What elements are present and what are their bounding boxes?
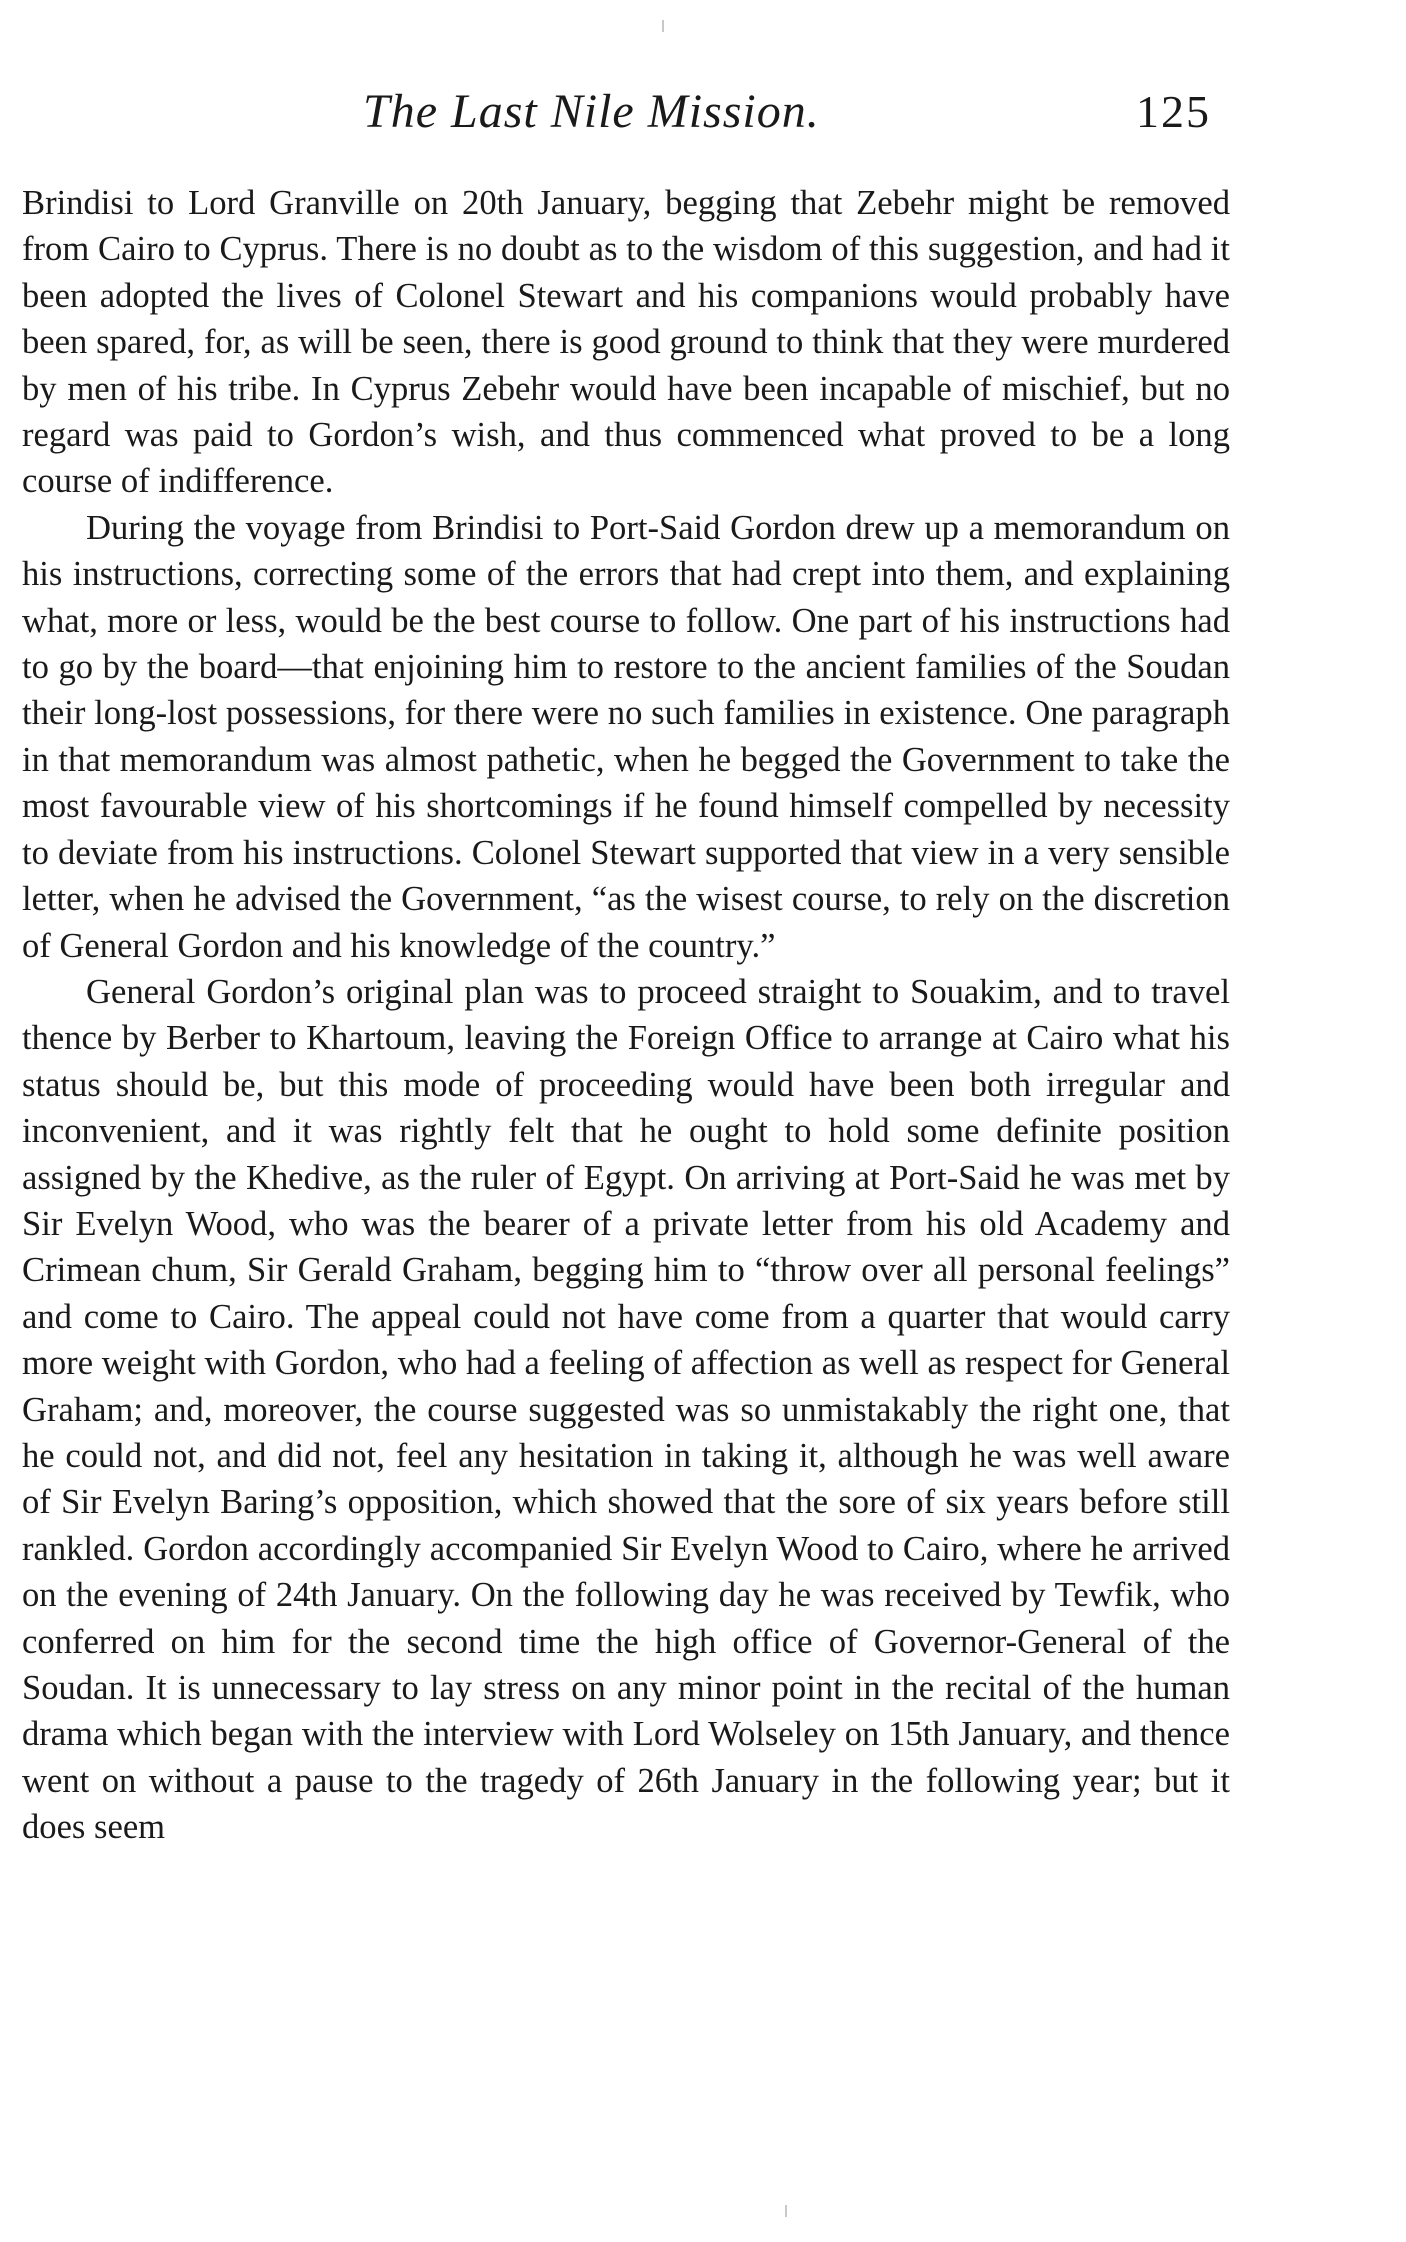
page-number: 125 xyxy=(1136,86,1211,137)
running-title: The Last Nile Mission. xyxy=(363,85,820,138)
paragraph-continued: Brindisi to Lord Granville on 20th January, begging that Zebehr might be removed from Cairo to Cyprus. There is no doubt as to the wisdom of this suggestion, and had it been adopted the lives of Colonel Stewart and his companions would probably have been spared, for, as will be seen, there is good ground to think that they were murdered by men of his tribe. In Cyprus Zebehr would have been incapable of mischief, but no regard was paid to Gordon’s wish, and thus commenced what proved to be a long course of indifference. xyxy=(22,184,1230,501)
scan-mark-bottom xyxy=(785,2205,787,2217)
paragraph-original-plan: General Gordon’s original plan was to proceed straight to Souakim, and to travel thence by Berber to Khartoum, leaving the Foreign Office to arrange at Cairo what his status should be, but this mode of proceeding would have been both irregular and inconvenient, and it was rightly felt that he ought to hold some definite position assigned by the Khedive, as the ruler of Egypt. On arriving at Port-Said he was met by Sir Evelyn Wood, who was the bearer of a private letter from his old Academy and Crimean chum, Sir Gerald Graham, begging him to “throw over all personal feelings” and come to Cairo. The appeal could not have come from a quarter that would carry more weight with Gordon, who had a feeling of affection as well as respect for General Graham; and, moreover, the course suggested was so unmistakably the right one, that he could not, and did not, feel any hesitation in taking it, although he was well aware of Sir Evelyn Baring’s opposition, which showed that the sore of six years before still rankled. Gordon accordingly accompanied Sir Evelyn Wood to Cairo, where he arrived on the evening of 24th January. On the following day he was received by Tewfik, who conferred on him for the second time the high office of Governor-General of the Soudan. It is unnecessary to lay stress on any minor point in the recital of the human drama which began with the interview with Lord Wolseley on 15th January, and thence went on without a pause to the tragedy of 26th January in the following year; but it does seem xyxy=(22,972,1230,1847)
paragraph-voyage: During the voyage from Brindisi to Port-Said Gordon drew up a memorandum on his instructions, correcting some of the errors that had crept into them, and explaining what, more or less, would be the best course to follow. One part of his instructions had to go by the board—that enjoining him to restore to the ancient families of the Soudan their long-lost possessions, for there were no such families in existence. One paragraph in that memorandum was almost pathetic, when he begged the Government to take the most favourable view of his shortcomings if he found himself compelled by necessity to deviate from his instructions. Colonel Stewart supported that view in a very sensible letter, when he advised the Government, “as the wisest course, to rely on the discretion of General Gordon and his knowledge of the country.” xyxy=(22,508,1230,965)
running-head xyxy=(0,82,1406,152)
scan-mark-top xyxy=(662,20,664,32)
body-text xyxy=(22,180,1230,1851)
